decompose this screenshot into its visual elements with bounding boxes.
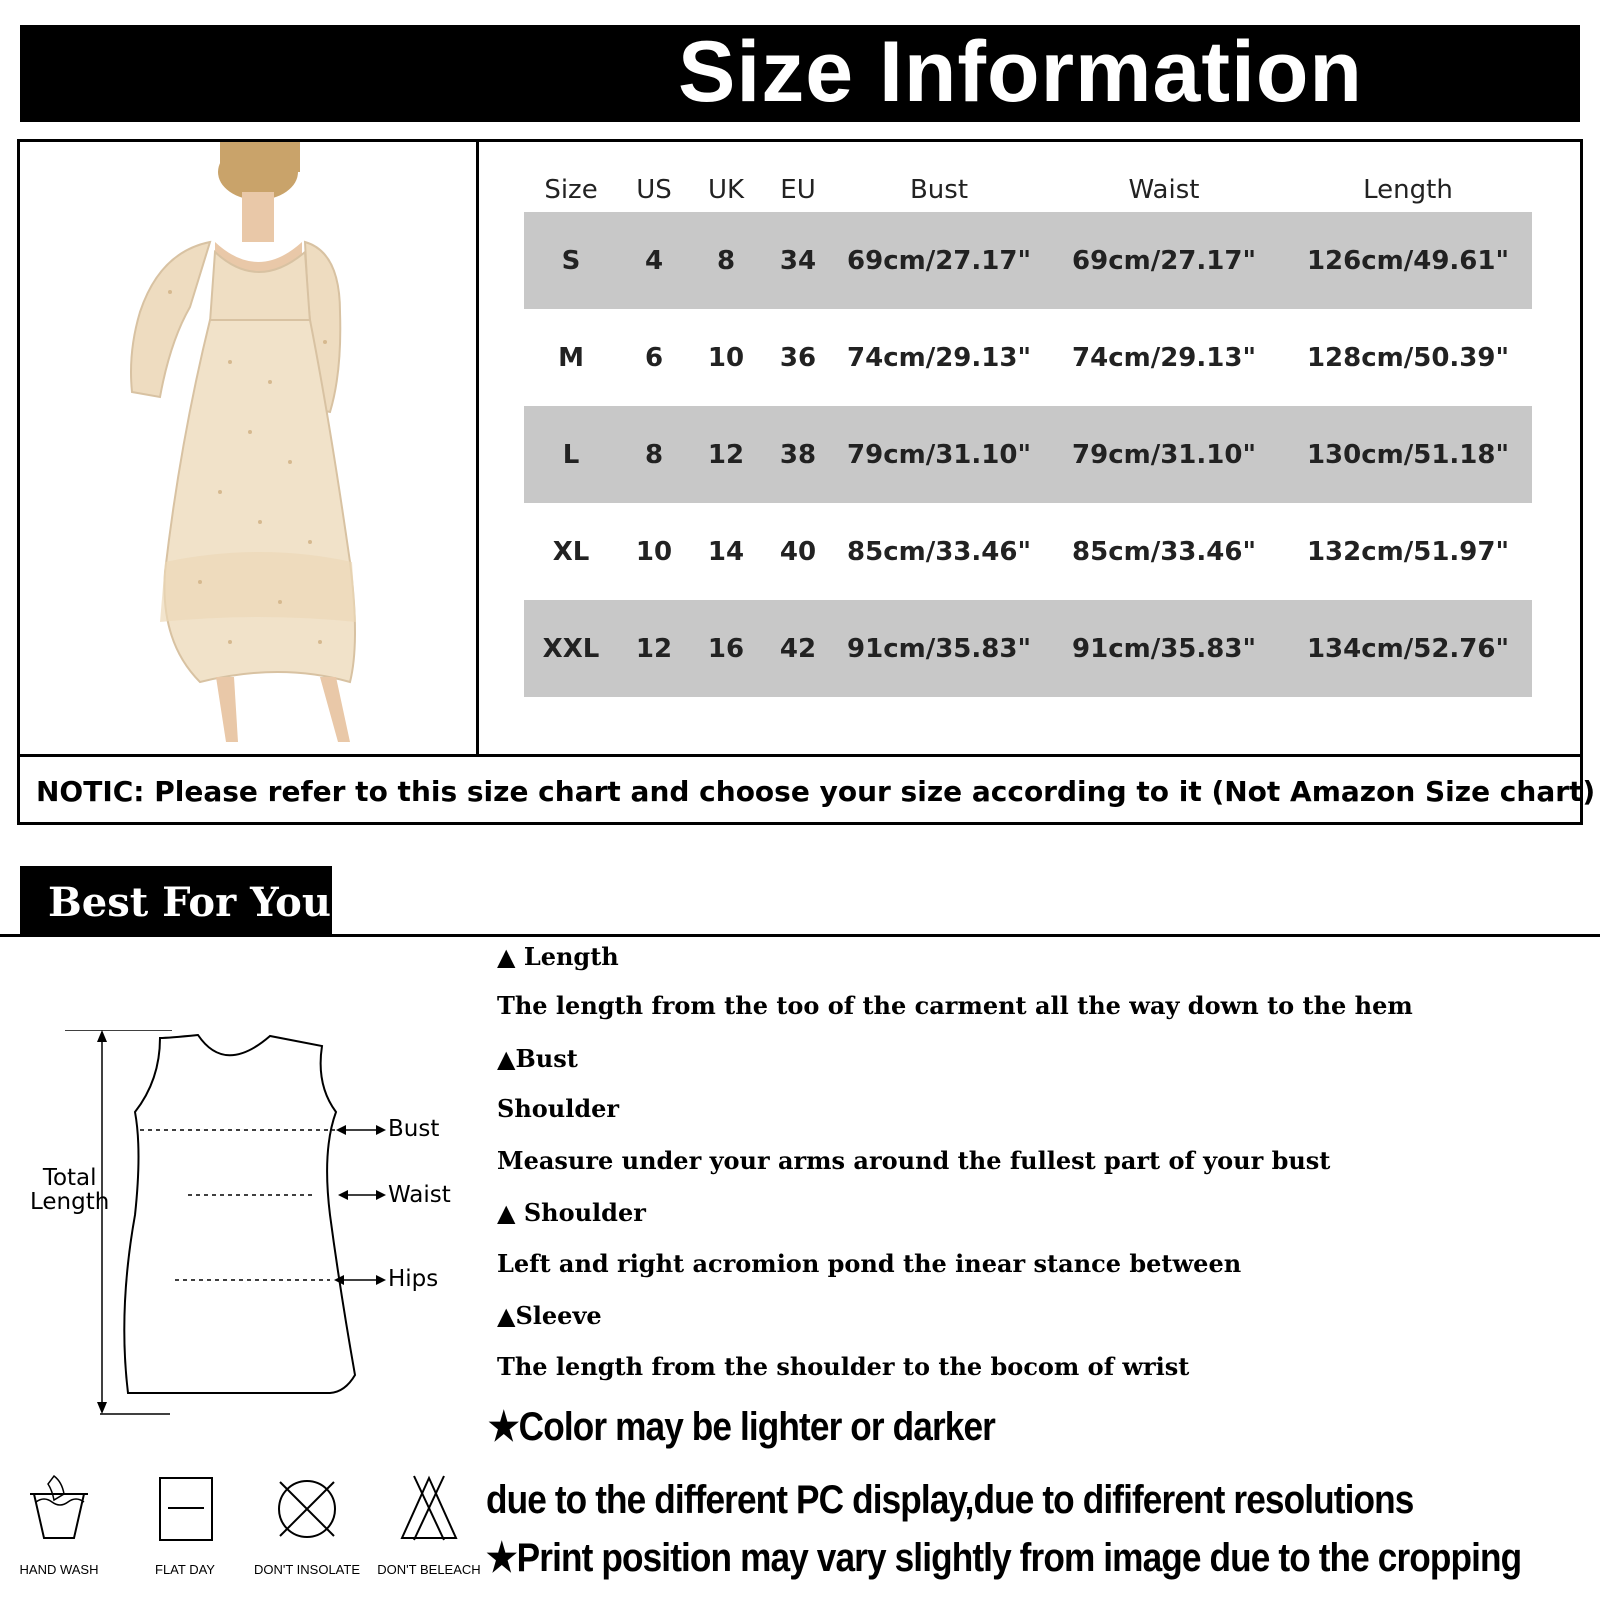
column-header: Bust — [909, 175, 969, 205]
table-cell: 91cm/35.83" — [1072, 633, 1256, 664]
table-cell: 36 — [779, 342, 817, 373]
table-row — [524, 600, 1532, 697]
total-length-label-line1: Total — [42, 1165, 97, 1191]
table-cell: 91cm/35.83" — [847, 633, 1031, 664]
section-divider — [0, 934, 1600, 937]
dress-diagram — [10, 1030, 480, 1440]
length-desc: The length from the too of the carment all the way down to the hem — [497, 991, 1413, 1020]
bust-title: ▲Bust — [497, 1044, 578, 1073]
table-cell: 34 — [779, 245, 817, 276]
waist-label: Waist — [388, 1182, 451, 1208]
table-cell: S — [561, 245, 581, 276]
size-table — [524, 168, 1532, 697]
do-not-tumble-icon — [272, 1474, 342, 1544]
table-row — [524, 503, 1532, 600]
shoulder-desc: Left and right acromion pond the inear stance between — [497, 1249, 1242, 1278]
sleeve-desc: The length from the shoulder to the bocom of wrist — [497, 1352, 1190, 1381]
notice-text: NOTIC: Please refer to this size chart and choose your size according to it (Not Amazon Size chart) — [36, 775, 1596, 808]
hips-label: Hips — [388, 1266, 439, 1292]
column-header: EU — [780, 175, 816, 205]
table-cell: 126cm/49.61" — [1306, 245, 1510, 276]
table-cell: 10 — [707, 342, 745, 373]
table-cell: 42 — [779, 633, 817, 664]
table-cell: 74cm/29.13" — [1072, 342, 1256, 373]
column-header: Size — [544, 175, 598, 205]
table-cell: 85cm/33.46" — [1072, 536, 1256, 567]
table-cell: L — [562, 439, 580, 470]
care-item-hand-wash — [4, 1474, 114, 1577]
table-cell: 40 — [779, 536, 817, 567]
table-cell: 8 — [644, 439, 664, 470]
column-header: UK — [707, 175, 745, 205]
table-cell: 132cm/51.97" — [1306, 536, 1510, 567]
care-label: DON'T INSOLATE — [253, 1562, 361, 1577]
column-header: Waist — [1128, 175, 1200, 205]
table-cell: 130cm/51.18" — [1306, 439, 1510, 470]
table-cell: 12 — [635, 633, 673, 664]
care-label: HAND WASH — [19, 1562, 99, 1577]
care-label: FLAT DAY — [155, 1562, 215, 1577]
column-header: Length — [1363, 175, 1453, 205]
color-note: ★Color may be lighter or darker — [488, 1405, 996, 1449]
table-cell: 38 — [779, 439, 817, 470]
bust-desc: Measure under your arms around the fullest part of your bust — [497, 1146, 1331, 1175]
bust-subtitle: Shoulder — [497, 1094, 620, 1123]
table-cell: XXL — [542, 633, 600, 664]
table-cell: 134cm/52.76" — [1306, 633, 1510, 664]
print-note: ★Print position may vary slightly from image due to the cropping — [486, 1536, 1522, 1580]
table-cell: 85cm/33.46" — [847, 536, 1031, 567]
table-cell: XL — [552, 536, 590, 567]
total-length-label-line2: Length — [30, 1189, 110, 1215]
table-cell: 14 — [707, 536, 745, 567]
table-row — [524, 309, 1532, 406]
table-cell: 79cm/31.10" — [1072, 439, 1256, 470]
table-cell: 16 — [707, 633, 745, 664]
table-cell: 79cm/31.10" — [847, 439, 1031, 470]
flat-dry-icon — [150, 1474, 220, 1544]
table-cell: 69cm/27.17" — [847, 245, 1031, 276]
dress-model-illustration — [20, 142, 479, 754]
best-for-you-title: Best For You — [48, 879, 331, 926]
length-title: ▲ Length — [497, 942, 619, 971]
table-row — [524, 406, 1532, 503]
shoulder-title: ▲ Shoulder — [497, 1198, 646, 1227]
table-cell: 74cm/29.13" — [847, 342, 1031, 373]
page-title: Size Information — [678, 24, 1363, 120]
best-for-you-tab — [20, 866, 332, 936]
product-photo — [20, 142, 479, 754]
total-length-label — [30, 1166, 109, 1214]
care-item-flat-dry — [130, 1474, 240, 1577]
care-item-dont-insolate — [252, 1474, 362, 1577]
hand-wash-icon — [24, 1474, 94, 1544]
do-not-bleach-icon — [394, 1474, 464, 1544]
column-header: US — [636, 175, 672, 205]
table-cell: M — [558, 342, 584, 373]
table-cell: 69cm/27.17" — [1072, 245, 1256, 276]
table-cell: 8 — [716, 245, 736, 276]
table-cell: 12 — [707, 439, 745, 470]
table-row — [524, 212, 1532, 309]
table-cell: 4 — [644, 245, 664, 276]
notice-row — [20, 754, 1596, 822]
table-cell: 10 — [635, 536, 673, 567]
bust-label: Bust — [388, 1116, 440, 1142]
table-cell: 128cm/50.39" — [1306, 342, 1510, 373]
dress-outline-icon — [10, 1030, 480, 1440]
table-cell: 6 — [644, 342, 664, 373]
care-item-dont-bleach — [374, 1474, 484, 1577]
table-header-row — [524, 168, 1532, 212]
sleeve-title: ▲Sleeve — [497, 1301, 602, 1330]
display-note: due to the different PC display,due to dififerent resolutions — [486, 1478, 1414, 1522]
care-label: DON'T BELEACH — [377, 1562, 481, 1577]
